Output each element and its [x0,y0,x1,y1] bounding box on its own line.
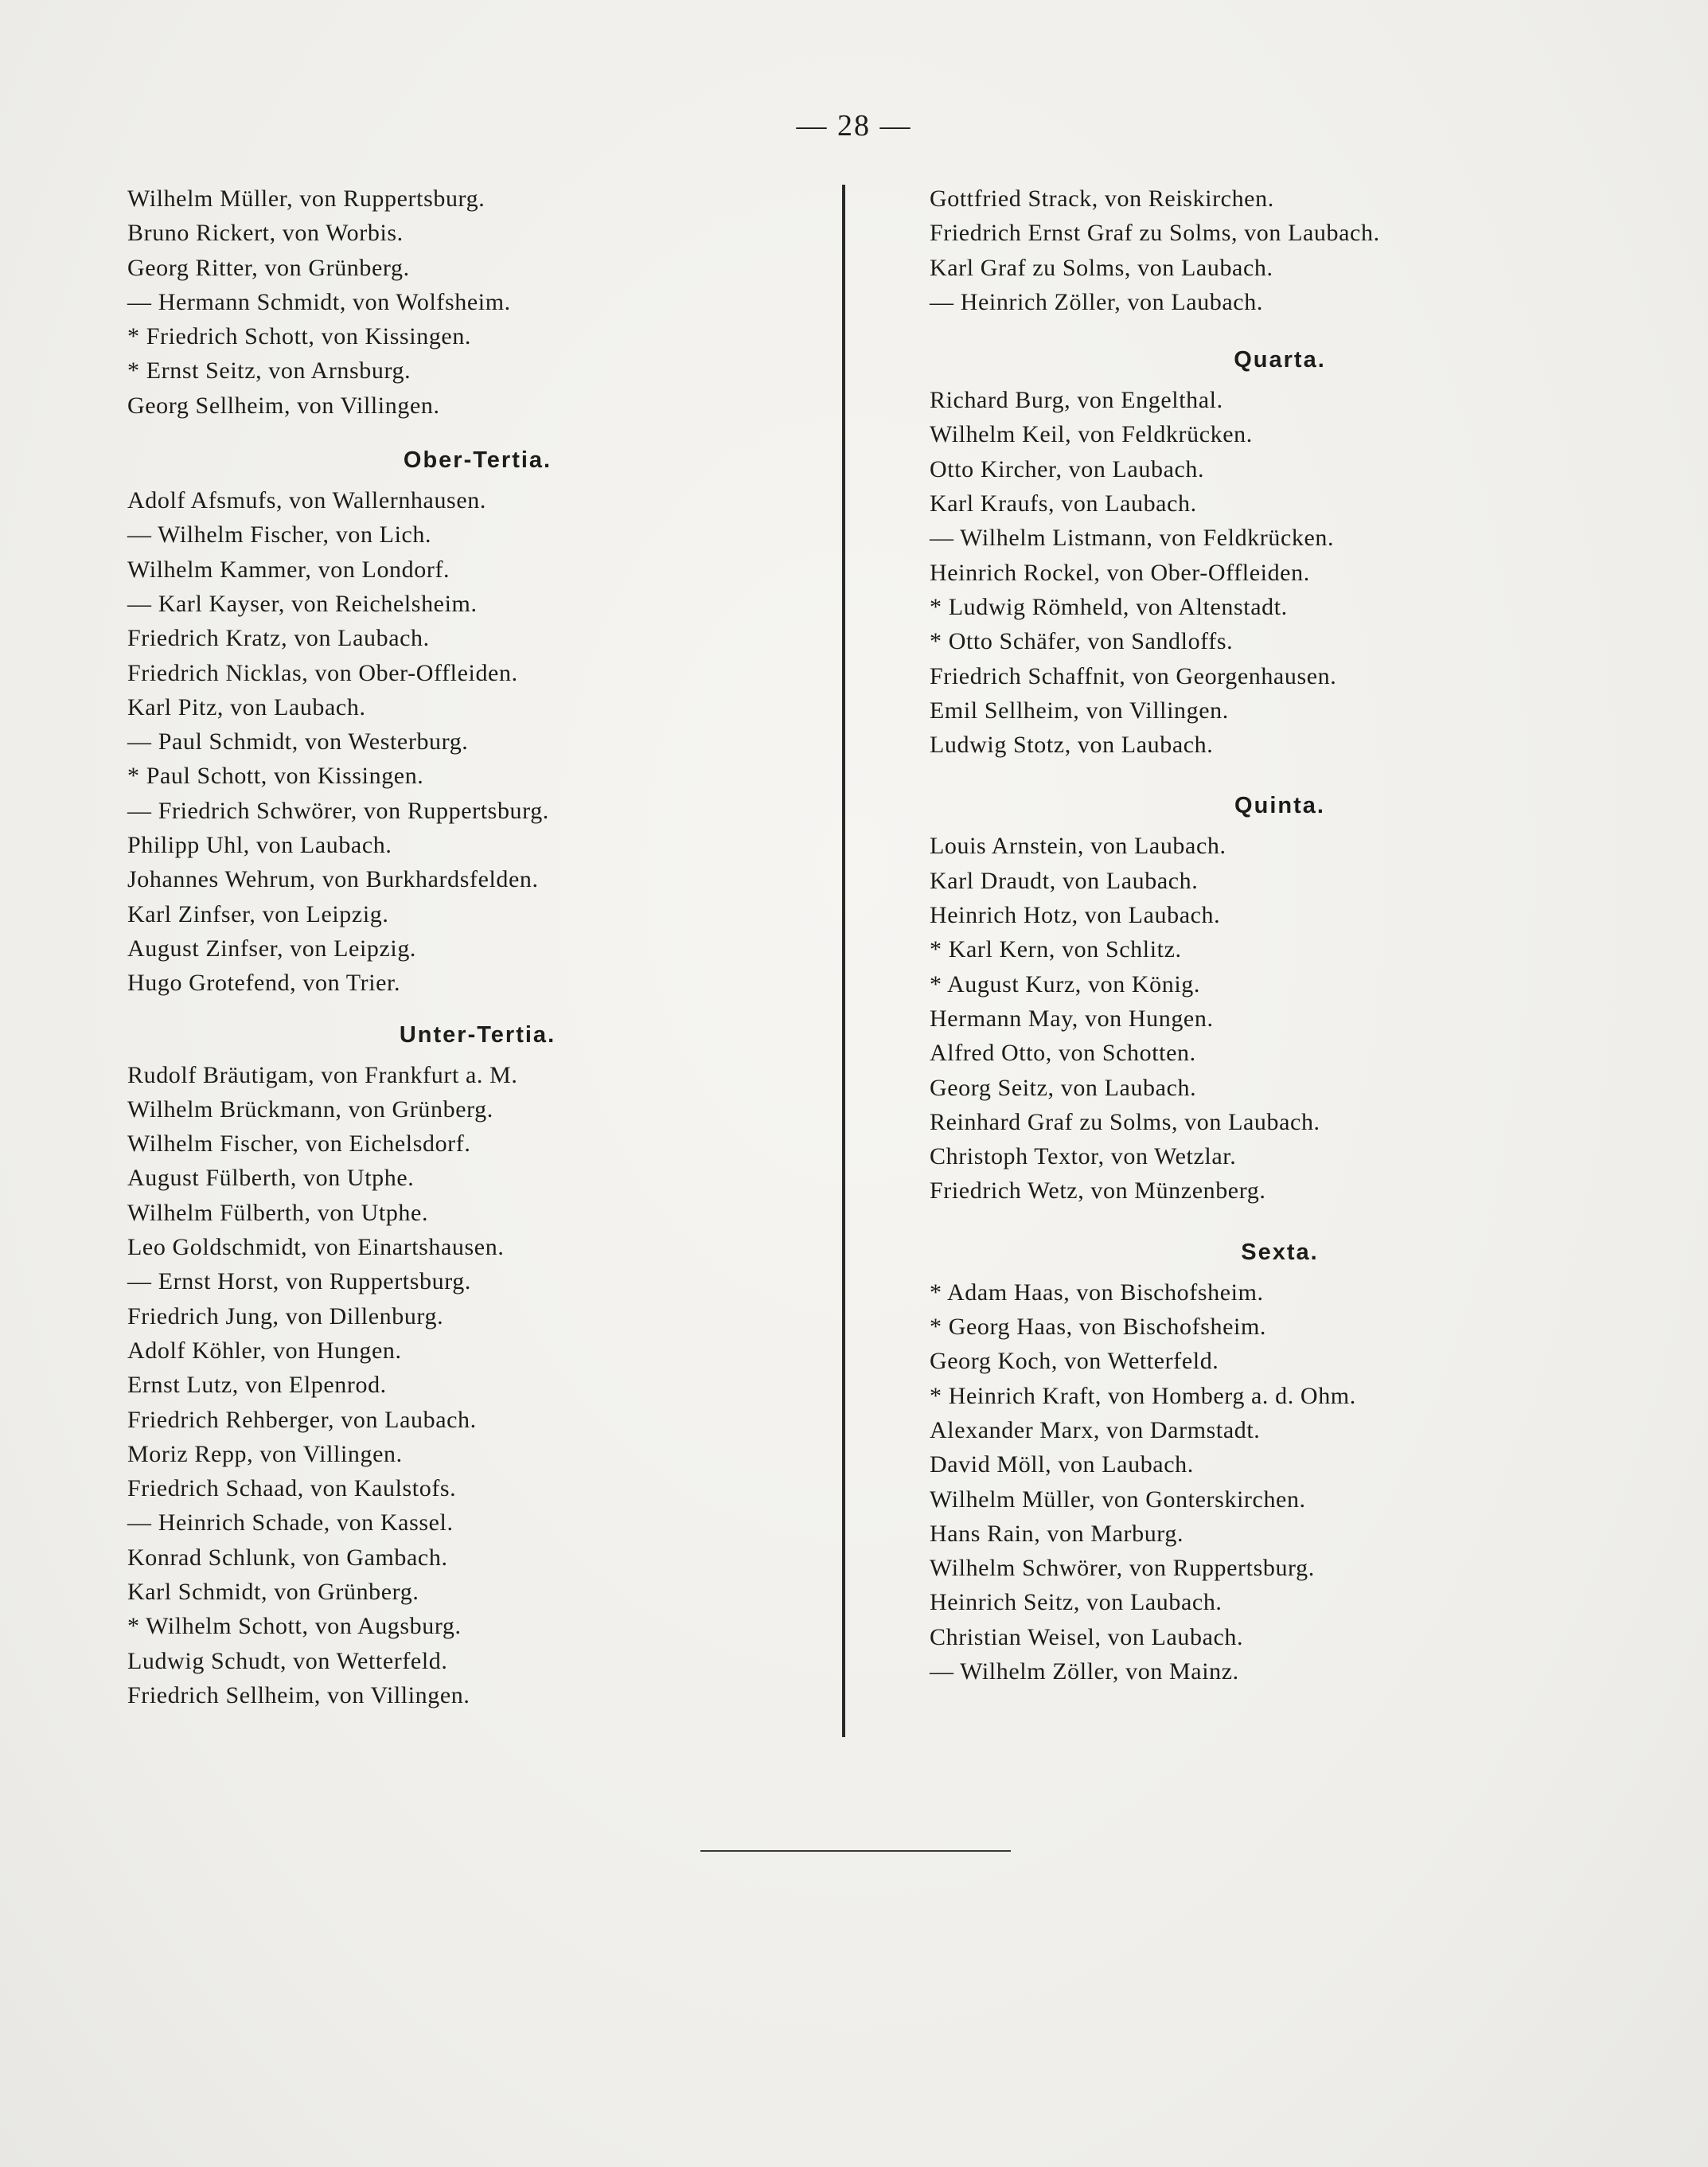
list-item: Friedrich Wetz, von Münzenberg. [930,1177,1266,1205]
list-item: Friedrich Kratz, von Laubach. [127,625,430,652]
list-item: * Heinrich Kraft, von Homberg a. d. Ohm. [930,1382,1356,1409]
list-item: Heinrich Rockel, von Ober-Offleiden. [930,559,1310,586]
section-heading-quarta: Quarta. [1234,347,1326,373]
list-item: Wilhelm Kammer, von Londorf. [127,556,450,583]
list-item: Georg Koch, von Wetterfeld. [930,1348,1219,1375]
list-item: Adolf Köhler, von Hungen. [127,1337,402,1364]
list-item: Heinrich Hotz, von Laubach. [930,902,1221,929]
list-item: * Paul Schott, von Kissingen. [127,763,424,790]
ober-tertia-list [127,483,828,1000]
list-item: — Wilhelm Listmann, von Feldkrücken. [930,525,1335,552]
right-column [930,182,1630,1689]
list-item: Reinhard Graf zu Solms, von Laubach. [930,1108,1320,1135]
list-item: — Heinrich Schade, von Kassel. [127,1509,454,1536]
list-item: Philipp Uhl, von Laubach. [127,832,392,859]
list-item: Alexander Marx, von Darmstadt. [930,1416,1261,1443]
list-item: — Ernst Horst, von Ruppertsburg. [127,1268,471,1295]
list-item: Ludwig Schudt, von Wetterfeld. [127,1647,448,1674]
list-item: Emil Sellheim, von Villingen. [930,697,1229,724]
list-item: * Georg Haas, von Bischofsheim. [930,1314,1266,1341]
list-item: Karl Pitz, von Laubach. [127,693,366,720]
list-item: Karl Draudt, von Laubach. [930,867,1199,894]
list-item: Alfred Otto, von Schotten. [930,1040,1196,1067]
list-item: Georg Seitz, von Laubach. [930,1074,1197,1101]
list-item: Hugo Grotefend, von Trier. [127,970,401,997]
list-item: — Friedrich Schwörer, von Ruppertsburg. [127,797,549,824]
list-item: — Paul Schmidt, von Westerburg. [127,728,469,756]
list-item: Otto Kircher, von Laubach. [930,455,1205,482]
list-item: * Wilhelm Schott, von Augsburg. [127,1613,462,1640]
list-item: Ludwig Stotz, von Laubach. [930,732,1214,759]
bottom-rule [700,1850,1011,1852]
list-item: Friedrich Nicklas, von Ober-Offleiden. [127,659,518,686]
list-item: Wilhelm Schwörer, von Ruppertsburg. [930,1555,1315,1582]
list-item: Wilhelm Brückmann, von Grünberg. [127,1095,493,1123]
list-item: — Karl Kayser, von Reichelsheim. [127,590,478,617]
list-item: Friedrich Sellheim, von Villingen. [127,1681,470,1708]
list-item: Bruno Rickert, von Worbis. [127,220,404,247]
sexta-list [930,1275,1630,1689]
list-item: David Möll, von Laubach. [930,1451,1194,1478]
list-item: Karl Graf zu Solms, von Laubach. [930,254,1273,281]
list-item: * Otto Schäfer, von Sandloffs. [930,628,1234,655]
list-item: — Wilhelm Fischer, von Lich. [127,521,432,549]
left-top-list [127,182,828,423]
list-item: Moriz Repp, von Villingen. [127,1440,403,1467]
list-item: August Fülberth, von Utphe. [127,1165,415,1192]
section-heading-unter-tertia: Unter-Tertia. [399,1021,556,1048]
list-item: * Ludwig Römheld, von Altenstadt. [930,593,1288,620]
list-item: Karl Zinfser, von Leipzig. [127,900,389,927]
list-item: Heinrich Seitz, von Laubach. [930,1589,1223,1616]
list-item: Ernst Lutz, von Elpenrod. [127,1372,387,1399]
list-item: Wilhelm Müller, von Ruppertsburg. [127,185,485,212]
list-item: Rudolf Bräutigam, von Frankfurt a. M. [127,1061,518,1088]
list-item: * August Kurz, von König. [930,970,1200,998]
list-item: Christoph Textor, von Wetzlar. [930,1143,1237,1170]
list-item: Karl Schmidt, von Grünberg. [127,1578,419,1605]
right-top-list [930,182,1630,319]
column-divider [842,185,845,1737]
list-item: * Ernst Seitz, von Arnsburg. [127,357,411,385]
section-heading-sexta: Sexta. [1241,1239,1319,1265]
list-item: Johannes Wehrum, von Burkhardsfelden. [127,866,539,893]
list-item: Georg Ritter, von Grünberg. [127,254,410,281]
list-item: — Hermann Schmidt, von Wolfsheim. [127,288,511,315]
list-item: Friedrich Schaad, von Kaulstofs. [127,1475,457,1502]
list-item: Friedrich Rehberger, von Laubach. [127,1406,477,1433]
list-item: August Zinfser, von Leipzig. [127,935,417,962]
list-item: * Karl Kern, von Schlitz. [930,936,1182,963]
list-item: Adolf Afsmufs, von Wallernhausen. [127,487,486,514]
left-column [127,182,828,1712]
page-number: — 28 — [796,109,912,143]
list-item: Wilhelm Fülberth, von Utphe. [127,1199,429,1226]
list-item: Gottfried Strack, von Reiskirchen. [930,185,1274,212]
list-item: Hermann May, von Hungen. [930,1005,1214,1032]
quinta-list [930,829,1630,1208]
list-item: — Wilhelm Zöller, von Mainz. [930,1657,1239,1685]
section-heading-quinta: Quinta. [1234,793,1325,819]
list-item: Louis Arnstein, von Laubach. [930,833,1226,860]
list-item: Friedrich Jung, von Dillenburg. [127,1302,444,1329]
list-item: Wilhelm Müller, von Gonterskirchen. [930,1486,1306,1513]
list-item: Friedrich Schaffnit, von Georgenhausen. [930,662,1337,689]
list-item: Konrad Schlunk, von Gambach. [127,1544,448,1571]
list-item: Richard Burg, von Engelthal. [930,387,1223,414]
list-item: Hans Rain, von Marburg. [930,1520,1184,1547]
list-item: Wilhelm Keil, von Feldkrücken. [930,421,1253,448]
section-heading-ober-tertia: Ober-Tertia. [403,447,552,474]
list-item: Christian Weisel, von Laubach. [930,1623,1244,1650]
list-item: * Friedrich Schott, von Kissingen. [127,323,472,350]
list-item: Leo Goldschmidt, von Einartshausen. [127,1234,505,1261]
list-item: Friedrich Ernst Graf zu Solms, von Laubach. [930,220,1380,247]
list-item: Karl Kraufs, von Laubach. [930,490,1197,517]
list-item: — Heinrich Zöller, von Laubach. [930,288,1263,315]
list-item: Georg Sellheim, von Villingen. [127,392,440,419]
list-item: Wilhelm Fischer, von Eichelsdorf. [127,1130,471,1158]
unter-tertia-list [127,1058,828,1713]
quarta-list [930,383,1630,762]
list-item: * Adam Haas, von Bischofsheim. [930,1279,1264,1306]
